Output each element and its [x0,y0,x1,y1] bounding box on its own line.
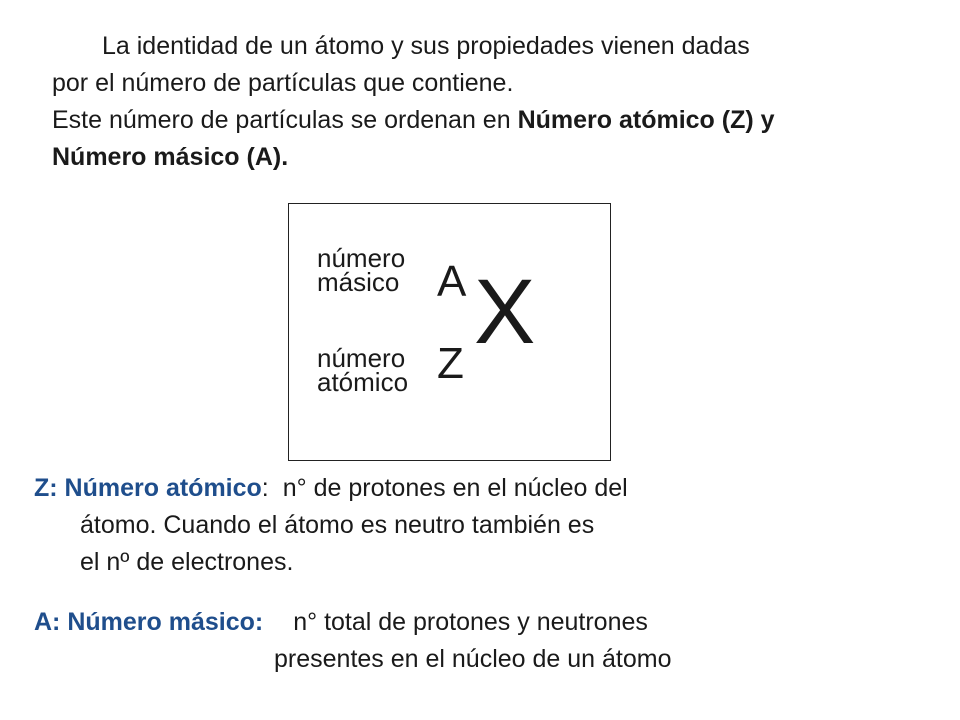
mass-number-term: A: Número másico: [34,608,264,636]
intro-line-2: por el número de partículas que contiene. [52,69,514,97]
mass-number-desc-1: n° total de protones y neutrones [293,608,648,636]
atomic-number-desc-1: n° de protones en el núcleo del [282,474,628,502]
atomic-notation-figure [288,203,611,461]
mass-number-label [317,243,406,297]
intro-line-3-bold: Número atómico (Z) y [517,106,775,134]
atomic-number-label-line-1: número [317,343,406,373]
atomic-number-label [317,343,409,397]
mass-number-desc-2: presentes en el núcleo de un átomo [274,645,672,673]
mass-number-definition [34,604,794,678]
atomic-symbol: Z [437,339,464,388]
atomic-number-term: Z: Número atómico [34,474,262,502]
mass-symbol: A [437,257,467,306]
intro-line-3 [52,102,912,139]
intro-paragraph [52,28,912,176]
intro-line-4-bold: Número másico (A). [52,143,289,171]
intro-line-4 [52,139,912,176]
atomic-number-colon: : [261,474,269,502]
mass-number-label-line-1: número [317,243,406,273]
atomic-number-definition-line-1 [34,470,794,507]
intro-line-1: La identidad de un átomo y sus propiedades vienen dadas [102,32,750,60]
mass-number-label-line-2: másico [317,267,400,297]
element-symbol: X [474,261,536,363]
atomic-number-label-line-2: atómico [317,367,409,397]
mass-number-definition-line-1 [34,604,794,641]
intro-line-3-text: Este número de partículas se ordenan en [52,106,518,134]
atomic-number-desc-3: el nº de electrones. [80,548,294,576]
atomic-number-definition [34,470,794,581]
atomic-number-desc-2: átomo. Cuando el átomo es neutro también es [80,511,595,539]
